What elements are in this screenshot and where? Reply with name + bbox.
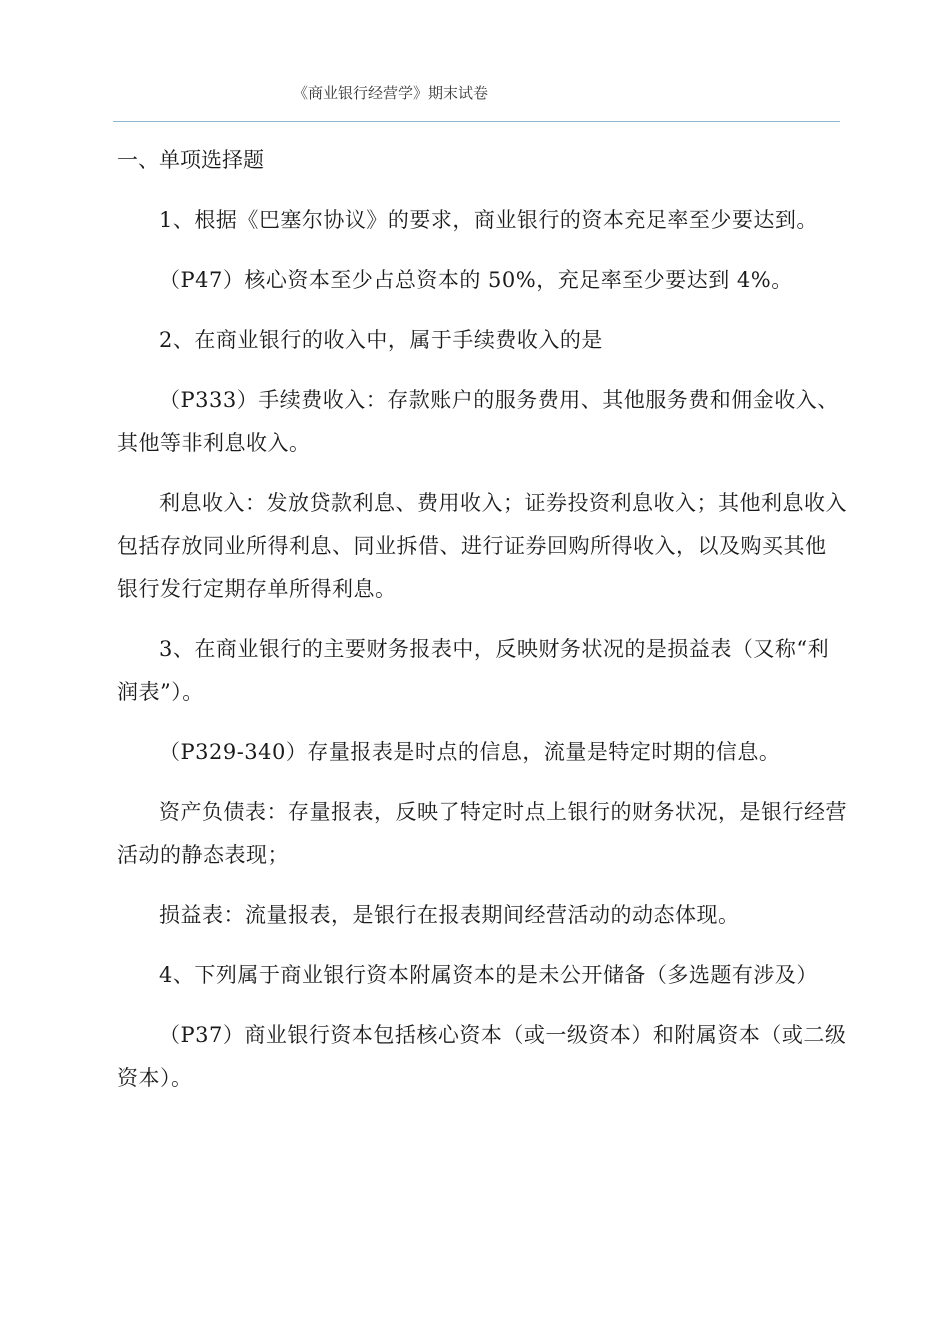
- answer-4: （P37）商业银行资本包括核心资本（或一级资本）和附属资本（或二级资本）。: [117, 1023, 847, 1090]
- answer-2-fee-income: （P333）手续费收入：存款账户的服务费用、其他服务费和佣金收入、其他等非利息收入。: [117, 388, 839, 455]
- section-heading: 一、单项选择题: [117, 148, 264, 172]
- document-body: [117, 139, 847, 1117]
- answer-1: （P47）核心资本至少占总资本的 50%，充足率至少要达到 4%。: [159, 268, 793, 292]
- question-3: 3、在商业银行的主要财务报表中，反映财务状况的是损益表（又称“利润表”）。: [117, 637, 830, 704]
- document-title: 《商业银行经营学》期末试卷: [293, 84, 489, 102]
- question-2: 2、在商业银行的收入中，属于手续费收入的是: [159, 328, 603, 352]
- answer-2-interest-income: 利息收入：发放贷款利息、费用收入；证券投资利息收入；其他利息收入包括存放同业所得利息、同业拆借、进行证券回购所得收入，以及购买其他银行发行定期存单所得利息。: [117, 491, 847, 601]
- answer-3: （P329-340）存量报表是时点的信息，流量是特定时期的信息。: [159, 740, 781, 764]
- answer-3-balance-sheet: 资产负债表：存量报表，反映了特定时点上银行的财务状况，是银行经营活动的静态表现；: [117, 800, 847, 867]
- question-4: 4、下列属于商业银行资本附属资本的是未公开储备（多选题有涉及）: [159, 963, 818, 987]
- question-1: 1、根据《巴塞尔协议》的要求，商业银行的资本充足率至少要达到。: [159, 208, 818, 232]
- header-divider: [113, 121, 840, 122]
- answer-3-income-statement: 损益表：流量报表，是银行在报表期间经营活动的动态体现。: [159, 903, 740, 927]
